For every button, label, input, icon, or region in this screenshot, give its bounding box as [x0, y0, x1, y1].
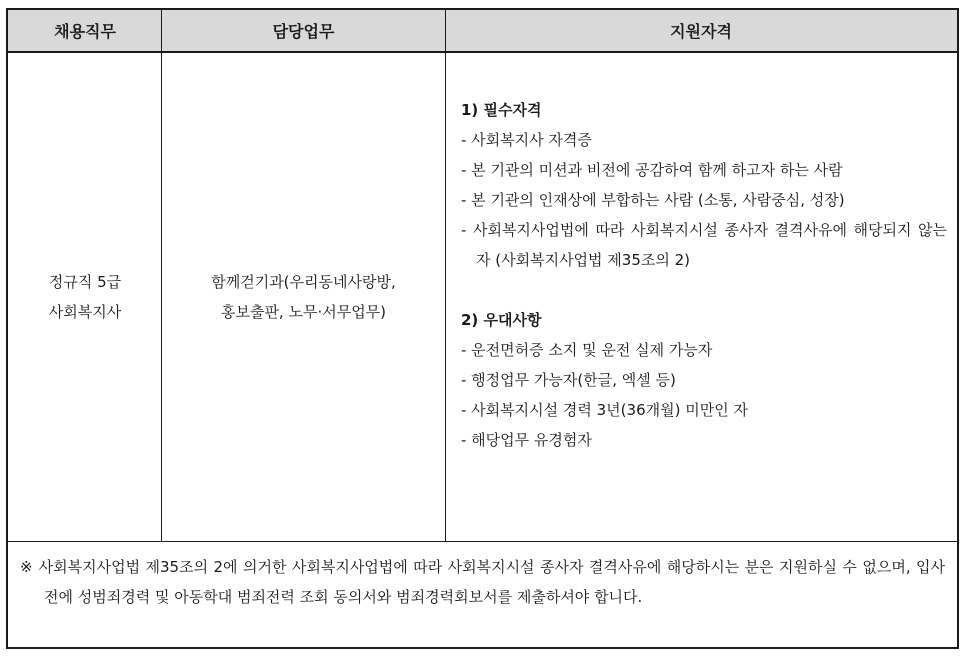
note-row [8, 542, 957, 649]
required-item: - 본 기관의 인재상에 부합하는 사람 (소통, 사람중심, 성장) [461, 191, 845, 209]
preferred-item: - 행정업무 가능자(한글, 엑셀 등) [461, 371, 676, 389]
duties-line: 함께걷기과(우리동네사랑방, [211, 273, 396, 291]
preferred-item: - 해당업무 유경험자 [461, 431, 592, 449]
header-position: 채용직무 [54, 22, 116, 41]
required-item: - 사회복지사업법에 따라 사회복지시설 종사자 결격사유에 해당되지 않는 자 (사회복지사업법 제35조의 2) [461, 221, 947, 269]
position-line: 사회복지사 [48, 303, 122, 321]
table-body-row [8, 53, 957, 542]
duties-line: 홍보출판, 노무·서무업무) [220, 303, 387, 321]
header-duties: 담당업무 [272, 22, 335, 41]
note-text: ※ 사회복지사업법 제35조의 2에 의거한 사회복지사업법에 따라 사회복지시설 종사자 결격사유에 해당하시는 분은 지원하실 수 없으며, 입사전에 성범죄경력 및 아동학대 범죄전력 조회 동의서와 범죄경력회보서를 제출하셔야 합니다. [20, 558, 945, 606]
required-item: - 본 기관의 미션과 비전에 공감하여 함께 하고자 하는 사람 [461, 161, 843, 179]
required-item: - 사회복지사 자격증 [461, 131, 592, 149]
table-header-row [8, 10, 957, 53]
preferred-item: - 운전면허증 소지 및 운전 실제 가능자 [461, 341, 713, 359]
preferred-item: - 사회복지시설 경력 3년(36개월) 미만인 자 [461, 401, 748, 419]
position-cell [8, 53, 162, 541]
qualifications-cell [445, 53, 957, 541]
position-line: 정규직 5급 [48, 273, 122, 291]
required-title: 1) 필수자격 [461, 101, 542, 119]
header-qualifications: 지원자격 [670, 22, 732, 41]
preferred-title: 2) 우대사항 [461, 311, 542, 329]
duties-cell [162, 53, 445, 541]
recruitment-table [6, 8, 959, 649]
